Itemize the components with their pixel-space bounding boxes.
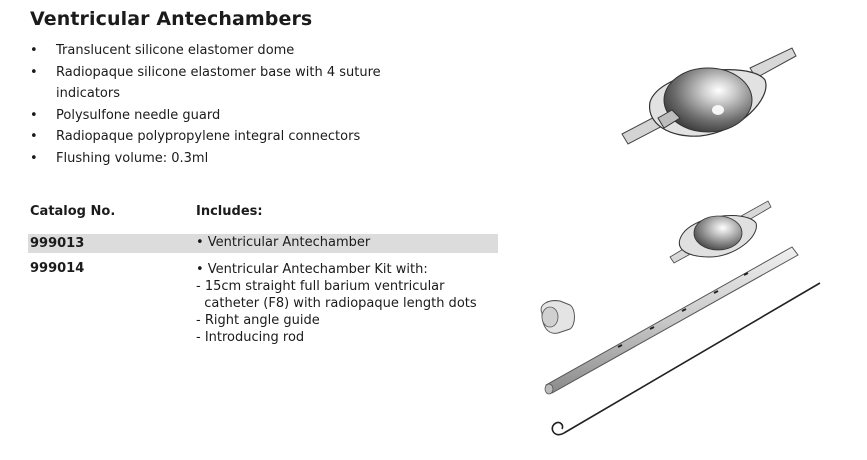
- catalog-header: Catalog No.: [30, 204, 116, 219]
- includes-line: - Introducing rod: [196, 330, 305, 345]
- includes-line: - 15cm straight full barium ventricular: [196, 279, 445, 294]
- includes-line: • Ventricular Antechamber Kit with:: [196, 262, 428, 277]
- bullet-icon: •: [30, 150, 38, 166]
- page-title: Ventricular Antechambers: [30, 8, 313, 30]
- catalog-number: 999013: [30, 236, 85, 251]
- catalog-table: [28, 204, 498, 346]
- table-header: [28, 204, 498, 226]
- feature-item: • Polysulfone needle guard: [30, 105, 430, 127]
- feature-list: [30, 40, 430, 169]
- feature-item-continuation: indicators: [56, 86, 120, 101]
- bullet-icon: •: [30, 64, 38, 80]
- includes-line: catheter (F8) with radiopaque length dots: [196, 296, 477, 311]
- bullet-icon: •: [30, 43, 38, 58]
- includes-line: - Right angle guide: [196, 313, 320, 328]
- includes-cell: [196, 261, 477, 346]
- catalog-number: 999014: [30, 261, 85, 276]
- catheter: [545, 247, 798, 394]
- bullet-icon: •: [30, 107, 38, 123]
- antechamber-illustration: [600, 40, 800, 150]
- feature-item: • Flushing volume: 0.3ml: [30, 148, 430, 170]
- feature-item: • Radiopaque silicone elastomer base with 4 suture: [30, 62, 430, 84]
- includes-cell: [196, 234, 370, 253]
- includes-line: • Ventricular Antechamber: [196, 235, 371, 250]
- feature-item: • Translucent silicone elastomer dome: [30, 40, 430, 62]
- feature-item: • Radiopaque polypropylene integral connectors: [30, 126, 430, 148]
- includes-header: Includes:: [196, 204, 263, 219]
- bullet-icon: •: [30, 129, 38, 144]
- table-row: [28, 261, 498, 346]
- antechamber-kit-illustration: [520, 195, 840, 455]
- table-row: [28, 234, 498, 253]
